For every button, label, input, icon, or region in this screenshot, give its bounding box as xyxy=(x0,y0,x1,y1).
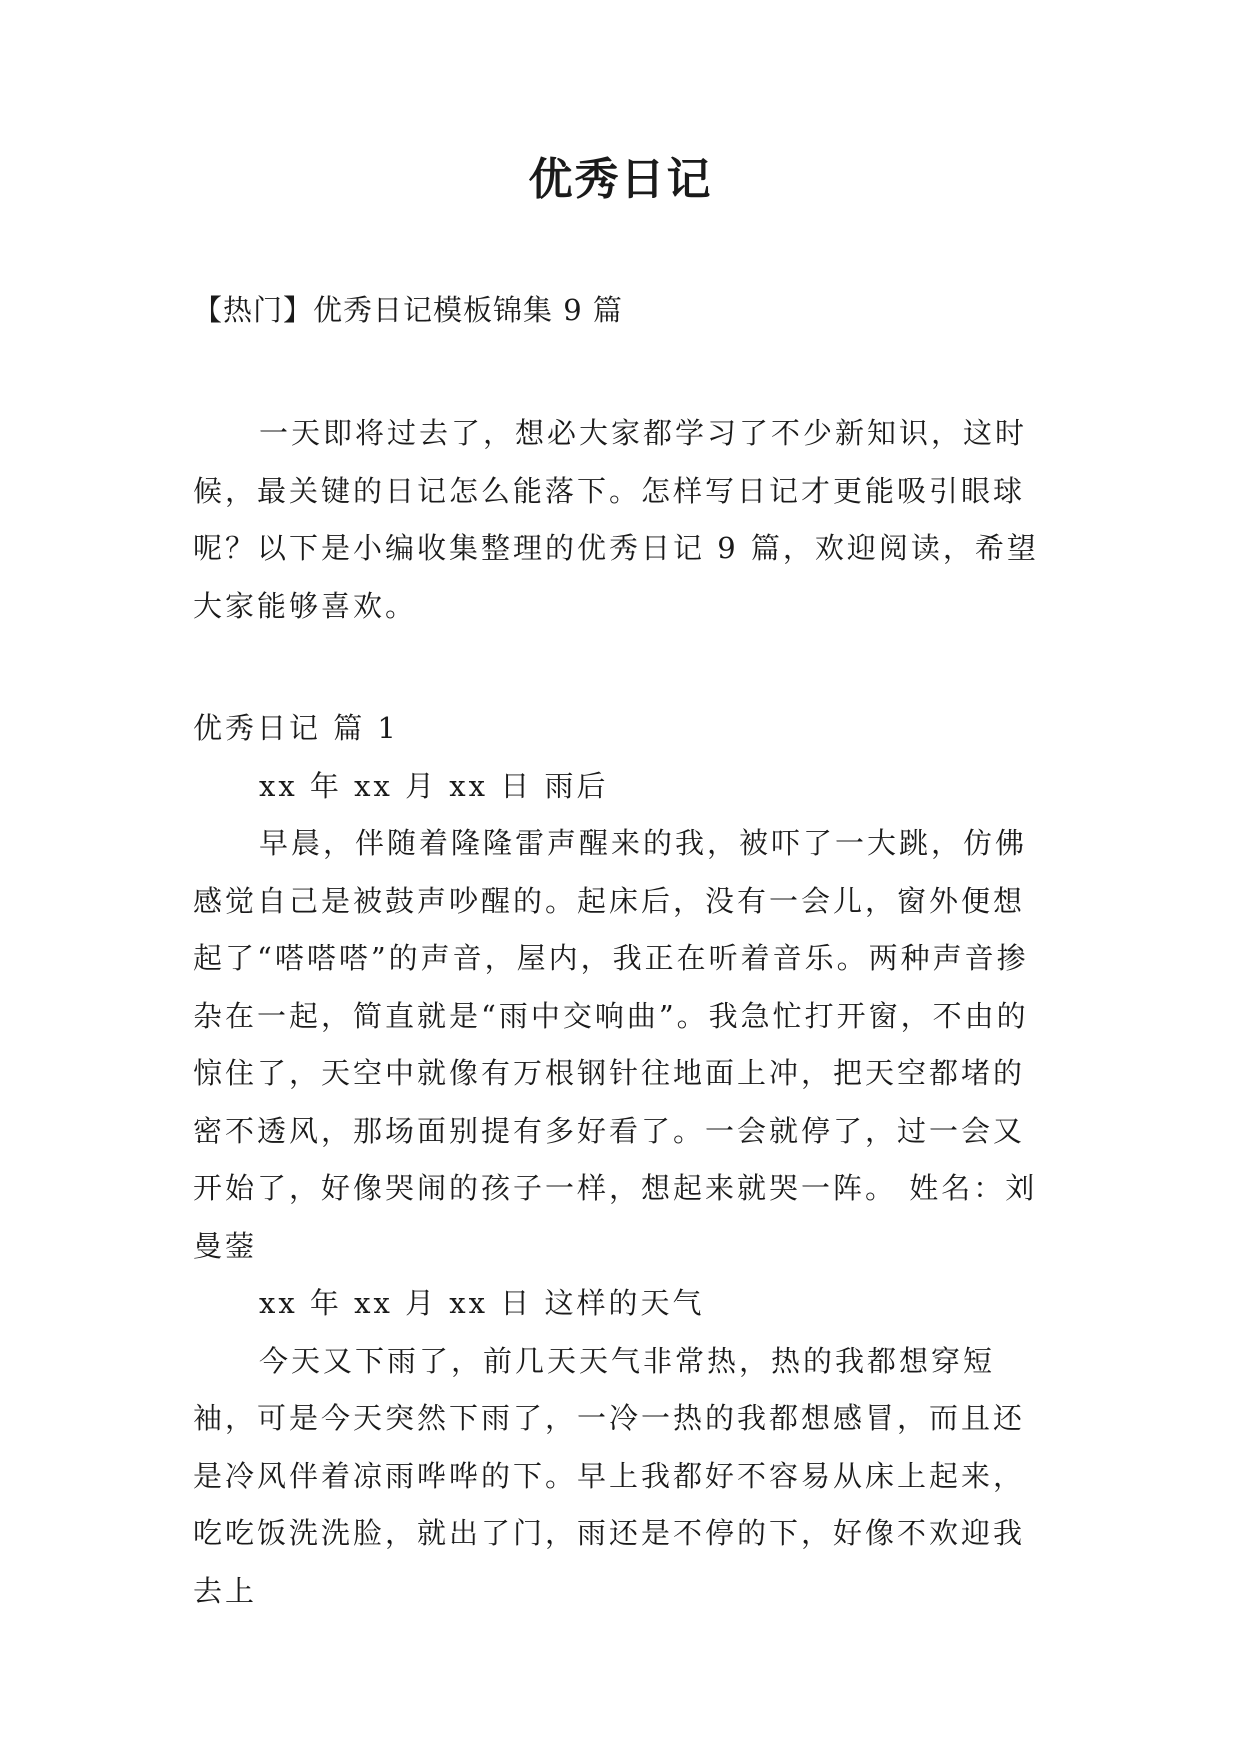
diary-section-1 xyxy=(193,700,1053,1620)
entry-paragraph: 早晨，伴随着隆隆雷声醒来的我，被吓了一大跳，仿佛感觉自己是被鼓声吵醒的。起床后，没有一会儿，窗外便想起了“嗒嗒嗒”的声音，屋内，我正在听着音乐。两种声音掺杂在一起，简直就是“雨中交响曲”。我急忙打开窗，不由的惊住了，天空中就像有万根钢针往地面上冲，把天空都堵的密不透风，那场面别提有多好看了。一会就停了，过一会又开始了，好像哭闹的孩子一样，想起来就哭一阵。 姓名：刘曼蓥 xyxy=(193,826,1038,1263)
document-subtitle: 【热门】优秀日记模板锦集 9 篇 xyxy=(193,293,623,327)
entry-paragraph: 今天又下雨了，前几天天气非常热，热的我都想穿短袖，可是今天突然下雨了，一冷一热的我都想感冒，而且还是冷风伴着凉雨哗哗的下。早上我都好不容易从床上起来，吃吃饭洗洗脸，就出了门，雨还是不停的下，好像不欢迎我去上 xyxy=(193,1343,1026,1608)
entry-date: xx 年 xx 月 xx 日 这样的天气 xyxy=(259,1286,705,1320)
section-title: 优秀日记 篇 1 xyxy=(193,711,399,745)
entry-date: xx 年 xx 月 xx 日 雨后 xyxy=(259,768,609,803)
intro-paragraph: 一天即将过去了，想必大家都学习了不少新知识，这时候，最关键的日记怎么能落下。怎样写日记才更能吸引眼球呢？以下是小编收集整理的优秀日记 9 篇，欢迎阅读，希望大家能够喜欢。 xyxy=(193,416,1039,623)
document-title: 优秀日记 xyxy=(528,154,713,205)
